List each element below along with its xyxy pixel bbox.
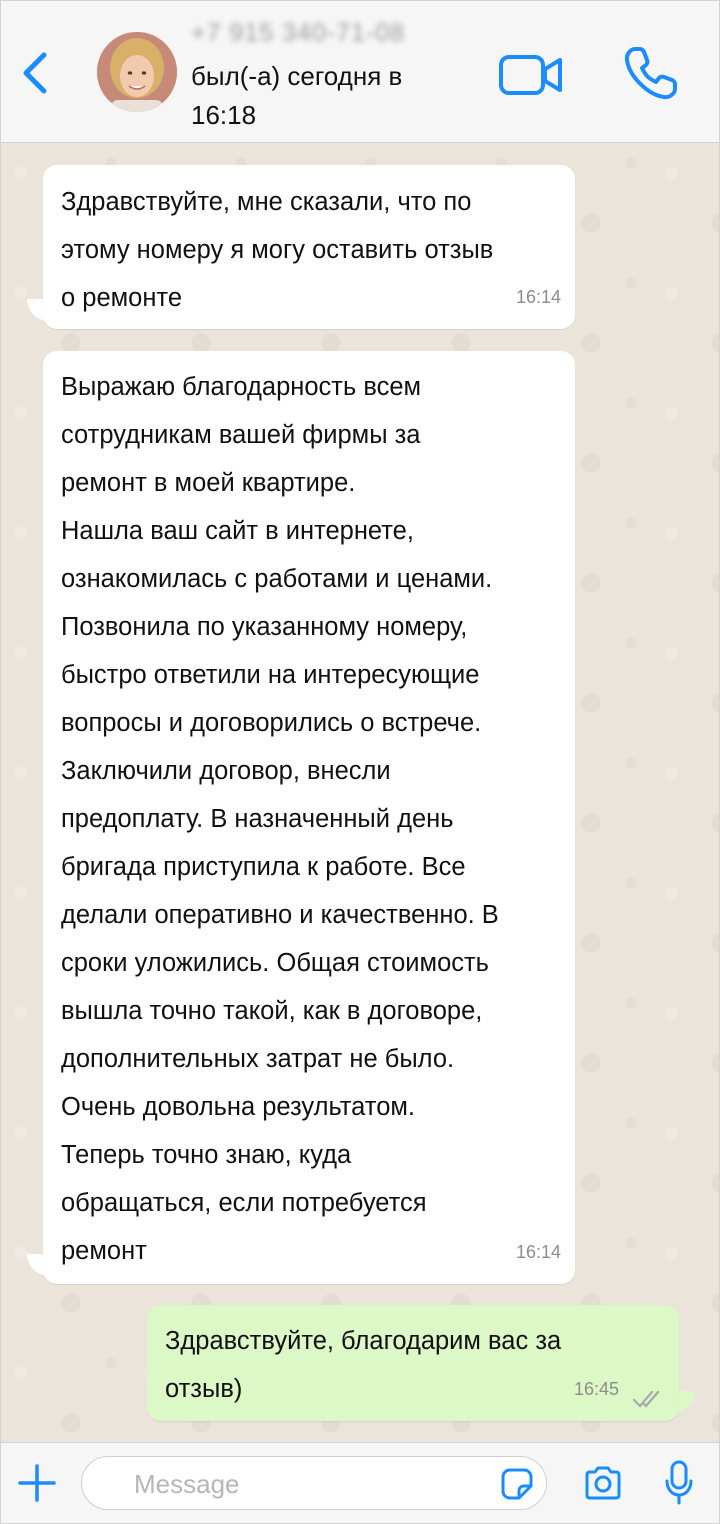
last-seen-status: был(-а) сегодня в 16:18 [191,61,403,130]
video-camera-icon[interactable] [498,53,564,97]
chat-header [1,1,719,143]
message-time: 16:14 [515,287,561,307]
message-text: Здравствуйте, благодарим вас за отзыв) [165,1327,562,1403]
message-bubble-outgoing[interactable] [147,1305,679,1421]
message-text: Выражаю благодарность всем сотрудникам вашей фирмы за ремонт в моей квартире. Нашла ваш сайт в интернете, ознакомилась с работами и ценами. Позвонила по указанному номеру, быстро ответили на интересующие вопросы и договорились о встрече. Заключили договор, внесли предоплату. В назначенный день бригада приступила к работе. Все делали оперативно и качественно. В сроки уложились. Общая стоимость вышла точно такой, как в договоре, дополнительных затрат не было. Очень довольна результатом. Теперь точно знаю, куда обращаться, если потребуется ремонт [61,373,499,1265]
avatar[interactable] [97,32,177,112]
message-bubble-incoming[interactable] [43,165,575,329]
chevron-left-icon[interactable] [17,51,53,95]
microphone-icon[interactable] [663,1459,695,1507]
message-text: Здравствуйте, мне сказали, что по этому номеру я могу оставить отзыв о ремонте [61,188,494,312]
message-time: 16:45 [573,1379,619,1399]
camera-icon[interactable] [583,1465,623,1501]
message-bubble-incoming[interactable] [43,351,575,1284]
message-time: 16:14 [515,1242,561,1262]
message-input[interactable] [132,1465,486,1503]
composer-bar [1,1442,719,1524]
contact-phone[interactable]: +7 915 340-71-08 [191,19,406,47]
plus-icon[interactable] [17,1463,57,1503]
phone-icon[interactable] [621,43,681,103]
sticker-icon[interactable] [500,1467,534,1501]
message-field[interactable] [81,1456,547,1510]
double-check-icon [631,1379,665,1403]
